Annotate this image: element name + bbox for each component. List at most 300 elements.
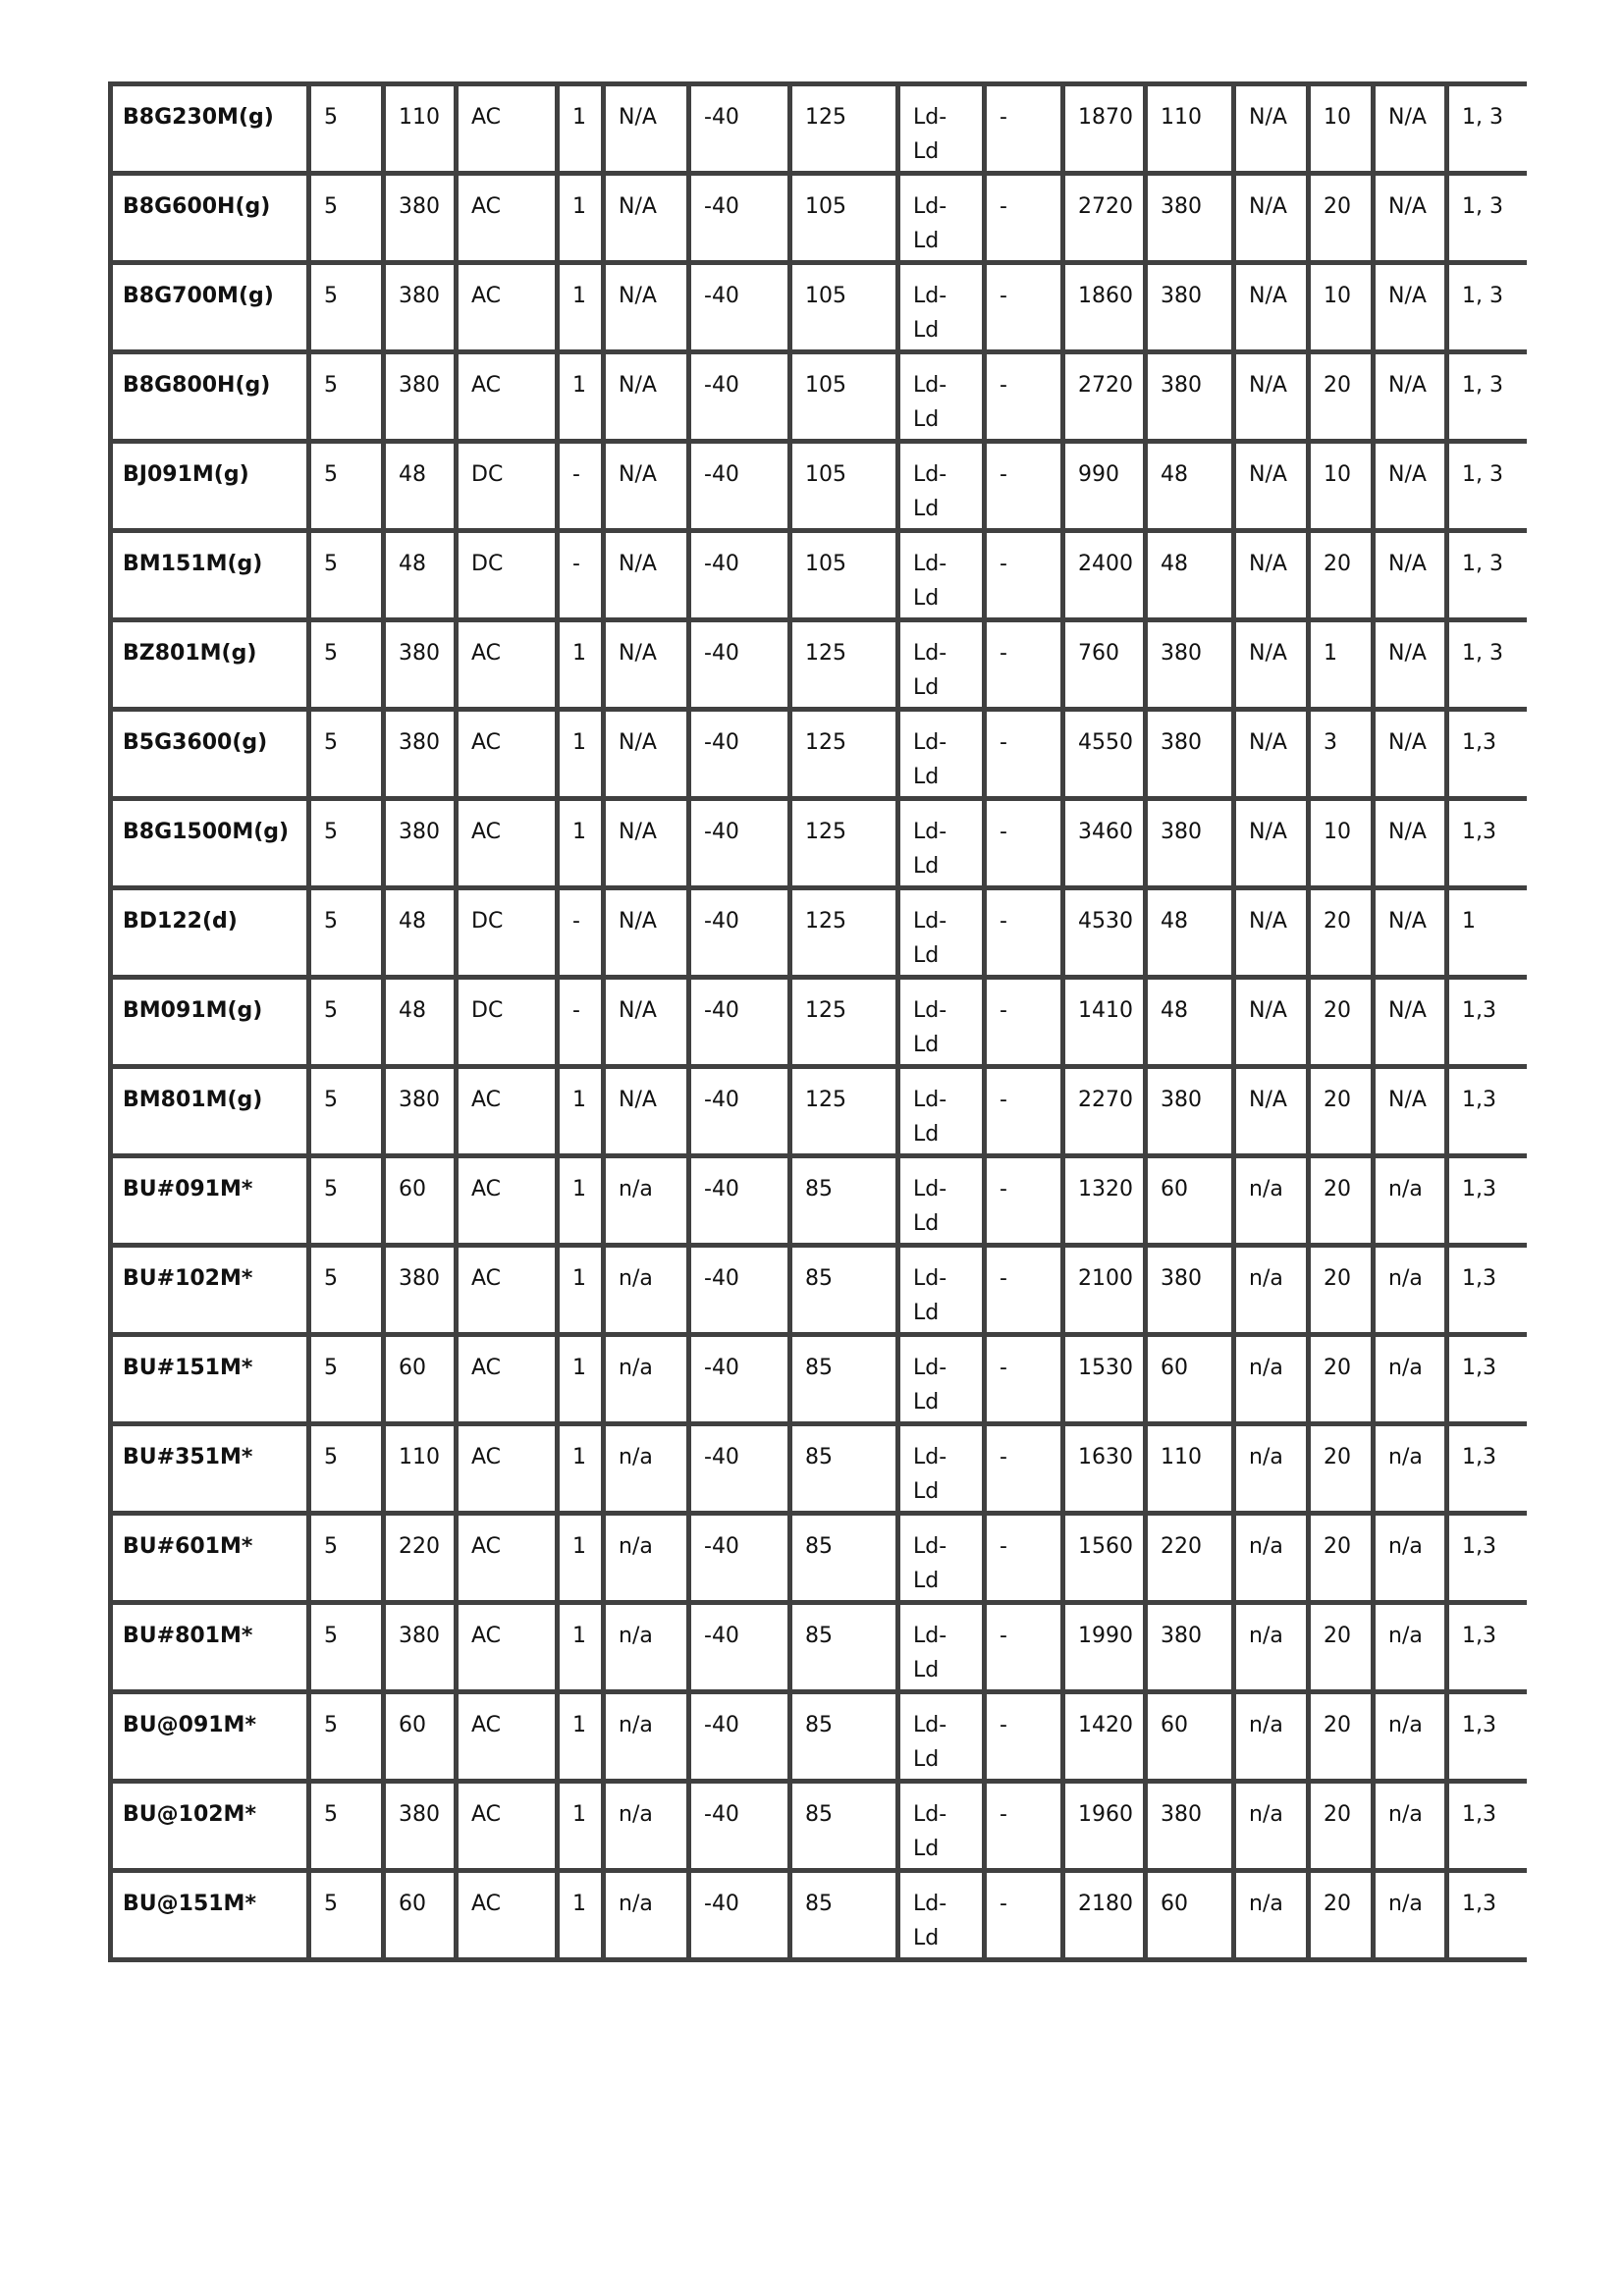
table-cell: Ld- Ld <box>898 620 985 710</box>
table-cell: 1,3 <box>1447 1603 1527 1692</box>
table-cell: 1,3 <box>1447 1067 1527 1156</box>
table-cell: n/a <box>604 1603 689 1692</box>
table-cell: 1 <box>558 1603 604 1692</box>
part-number-cell: BU#151M* <box>111 1335 309 1424</box>
table-cell: 10 <box>1309 84 1374 174</box>
table-cell: N/A <box>1374 710 1447 799</box>
table-cell: 110 <box>1146 84 1234 174</box>
table-cell: 20 <box>1309 352 1374 442</box>
table-cell: 380 <box>384 620 457 710</box>
table-cell: N/A <box>1374 978 1447 1067</box>
table-cell: 380 <box>1146 620 1234 710</box>
table-cell: n/a <box>1234 1871 1309 1960</box>
table-row <box>111 888 1527 978</box>
table-cell: AC <box>457 1067 558 1156</box>
table-cell: 1,3 <box>1447 1782 1527 1871</box>
table-cell: 3460 <box>1063 799 1146 888</box>
table-cell: - <box>985 710 1063 799</box>
table-cell: 20 <box>1309 1156 1374 1246</box>
table-cell: 1 <box>1309 620 1374 710</box>
part-number-cell: BU@102M* <box>111 1782 309 1871</box>
table-cell: 380 <box>384 1782 457 1871</box>
table-cell: 60 <box>384 1692 457 1782</box>
table-cell: Ld- Ld <box>898 1067 985 1156</box>
table-cell: 1,3 <box>1447 978 1527 1067</box>
table-cell: AC <box>457 1156 558 1246</box>
table-cell: 1, 3 <box>1447 263 1527 352</box>
table-cell: 5 <box>309 1246 384 1335</box>
table-cell: 60 <box>1146 1335 1234 1424</box>
table-cell: Ld- Ld <box>898 1156 985 1246</box>
table-cell: -40 <box>689 531 790 620</box>
table-cell: 5 <box>309 799 384 888</box>
table-row <box>111 1246 1527 1335</box>
table-cell: 20 <box>1309 1603 1374 1692</box>
table-cell: 1530 <box>1063 1335 1146 1424</box>
table-cell: 220 <box>1146 1514 1234 1603</box>
table-cell: n/a <box>604 1335 689 1424</box>
table-cell: 2270 <box>1063 1067 1146 1156</box>
table-cell: AC <box>457 710 558 799</box>
table-cell: Ld- Ld <box>898 1335 985 1424</box>
table-cell: n/a <box>604 1246 689 1335</box>
table-cell: 2100 <box>1063 1246 1146 1335</box>
part-number-cell: B8G1500M(g) <box>111 799 309 888</box>
table-cell: 1,3 <box>1447 1424 1527 1514</box>
table-cell: 1990 <box>1063 1603 1146 1692</box>
table-cell: N/A <box>604 263 689 352</box>
table-cell: 20 <box>1309 531 1374 620</box>
table-cell: -40 <box>689 1067 790 1156</box>
table-cell: 1 <box>558 1156 604 1246</box>
table-cell: 48 <box>1146 442 1234 531</box>
table-cell: 380 <box>1146 263 1234 352</box>
table-cell: -40 <box>689 620 790 710</box>
table-cell: 48 <box>384 888 457 978</box>
part-number-cell: BM801M(g) <box>111 1067 309 1156</box>
table-row <box>111 352 1527 442</box>
table-cell: N/A <box>1374 1067 1447 1156</box>
table-row <box>111 531 1527 620</box>
table-cell: n/a <box>604 1514 689 1603</box>
table-cell: 125 <box>790 978 898 1067</box>
table-cell: - <box>985 174 1063 263</box>
part-number-cell: BU#091M* <box>111 1156 309 1246</box>
table-cell: Ld- Ld <box>898 888 985 978</box>
table-cell: n/a <box>1234 1603 1309 1692</box>
table-cell: 1 <box>558 799 604 888</box>
table-cell: 105 <box>790 531 898 620</box>
table-cell: 380 <box>384 1603 457 1692</box>
table-cell: N/A <box>1374 442 1447 531</box>
table-cell: 1, 3 <box>1447 84 1527 174</box>
table-cell: AC <box>457 352 558 442</box>
table-cell: N/A <box>1234 531 1309 620</box>
table-cell: AC <box>457 1246 558 1335</box>
table-cell: - <box>985 1871 1063 1960</box>
table-row <box>111 442 1527 531</box>
part-number-cell: B8G600H(g) <box>111 174 309 263</box>
table-row <box>111 84 1527 174</box>
table-cell: 20 <box>1309 888 1374 978</box>
table-cell: 990 <box>1063 442 1146 531</box>
table-cell: - <box>985 84 1063 174</box>
table-cell: n/a <box>1234 1424 1309 1514</box>
table-cell: AC <box>457 1871 558 1960</box>
table-cell: 4530 <box>1063 888 1146 978</box>
table-cell: 5 <box>309 1514 384 1603</box>
table-cell: n/a <box>1234 1156 1309 1246</box>
table-cell: 48 <box>1146 888 1234 978</box>
table-cell: 2720 <box>1063 174 1146 263</box>
table-cell: DC <box>457 531 558 620</box>
table-cell: AC <box>457 1603 558 1692</box>
table-cell: - <box>558 531 604 620</box>
table-cell: 1,3 <box>1447 710 1527 799</box>
table-cell: 1 <box>558 710 604 799</box>
table-cell: 48 <box>384 978 457 1067</box>
table-cell: 1, 3 <box>1447 620 1527 710</box>
table-cell: 20 <box>1309 1782 1374 1871</box>
data-table <box>108 81 1527 1962</box>
table-cell: -40 <box>689 1156 790 1246</box>
table-cell: DC <box>457 442 558 531</box>
table-cell: 1560 <box>1063 1514 1146 1603</box>
table-cell: - <box>985 1067 1063 1156</box>
table-cell: 60 <box>384 1871 457 1960</box>
table-cell: 48 <box>384 531 457 620</box>
table-cell: 1 <box>558 1514 604 1603</box>
part-number-cell: BZ801M(g) <box>111 620 309 710</box>
table-cell: 85 <box>790 1156 898 1246</box>
table-cell: 1320 <box>1063 1156 1146 1246</box>
table-cell: N/A <box>604 978 689 1067</box>
table-cell: -40 <box>689 352 790 442</box>
table-row <box>111 1156 1527 1246</box>
table-cell: 1,3 <box>1447 1335 1527 1424</box>
table-cell: 60 <box>1146 1156 1234 1246</box>
table-cell: 2180 <box>1063 1871 1146 1960</box>
table-cell: - <box>985 263 1063 352</box>
table-cell: DC <box>457 888 558 978</box>
table-cell: N/A <box>604 84 689 174</box>
table-cell: n/a <box>1374 1335 1447 1424</box>
table-cell: Ld- Ld <box>898 1424 985 1514</box>
table-cell: -40 <box>689 1514 790 1603</box>
table-cell: 380 <box>384 174 457 263</box>
table-cell: 380 <box>384 799 457 888</box>
table-cell: - <box>985 442 1063 531</box>
table-cell: 380 <box>384 1246 457 1335</box>
part-number-cell: BU#601M* <box>111 1514 309 1603</box>
table-cell: 1 <box>558 352 604 442</box>
table-cell: 125 <box>790 710 898 799</box>
table-cell: - <box>558 888 604 978</box>
part-number-cell: B8G800H(g) <box>111 352 309 442</box>
table-row <box>111 1782 1527 1871</box>
table-cell: 1 <box>1447 888 1527 978</box>
table-cell: 85 <box>790 1692 898 1782</box>
table-cell: N/A <box>1234 1067 1309 1156</box>
table-cell: 1,3 <box>1447 1246 1527 1335</box>
table-row <box>111 1692 1527 1782</box>
table-cell: 1 <box>558 174 604 263</box>
table-cell: N/A <box>604 531 689 620</box>
table-cell: Ld- Ld <box>898 799 985 888</box>
table-cell: N/A <box>604 888 689 978</box>
table-cell: -40 <box>689 1871 790 1960</box>
table-row <box>111 174 1527 263</box>
table-cell: N/A <box>1234 620 1309 710</box>
table-cell: 1,3 <box>1447 799 1527 888</box>
table-cell: n/a <box>1234 1692 1309 1782</box>
table-cell: n/a <box>604 1692 689 1782</box>
table-cell: 125 <box>790 620 898 710</box>
table-cell: -40 <box>689 1424 790 1514</box>
table-cell: N/A <box>1374 84 1447 174</box>
table-cell: 125 <box>790 1067 898 1156</box>
table-row <box>111 978 1527 1067</box>
table-cell: 380 <box>384 263 457 352</box>
table-cell: 1 <box>558 1871 604 1960</box>
table-cell: Ld- Ld <box>898 1782 985 1871</box>
table-cell: Ld- Ld <box>898 531 985 620</box>
table-cell: n/a <box>1374 1156 1447 1246</box>
table-cell: n/a <box>1374 1782 1447 1871</box>
table-cell: Ld- Ld <box>898 710 985 799</box>
table-cell: n/a <box>1374 1603 1447 1692</box>
table-cell: 1 <box>558 1335 604 1424</box>
table-cell: N/A <box>604 352 689 442</box>
table-cell: 1 <box>558 84 604 174</box>
table-cell: N/A <box>604 799 689 888</box>
table-cell: AC <box>457 1514 558 1603</box>
table-cell: N/A <box>1374 174 1447 263</box>
part-number-cell: BU#801M* <box>111 1603 309 1692</box>
table-cell: 20 <box>1309 1246 1374 1335</box>
table-cell: 2400 <box>1063 531 1146 620</box>
table-cell: 125 <box>790 799 898 888</box>
table-cell: 2720 <box>1063 352 1146 442</box>
table-cell: n/a <box>1374 1424 1447 1514</box>
table-cell: -40 <box>689 174 790 263</box>
table-cell: -40 <box>689 1692 790 1782</box>
table-cell: N/A <box>1234 888 1309 978</box>
table-cell: 1, 3 <box>1447 442 1527 531</box>
table-cell: 1 <box>558 620 604 710</box>
table-cell: - <box>558 442 604 531</box>
table-cell: 105 <box>790 352 898 442</box>
table-row <box>111 263 1527 352</box>
table-cell: 5 <box>309 174 384 263</box>
table-cell: N/A <box>1374 888 1447 978</box>
table-cell: -40 <box>689 84 790 174</box>
table-cell: N/A <box>604 710 689 799</box>
table-cell: -40 <box>689 1246 790 1335</box>
table-cell: 1, 3 <box>1447 531 1527 620</box>
table-cell: 1 <box>558 1782 604 1871</box>
table-row <box>111 1067 1527 1156</box>
table-row <box>111 1603 1527 1692</box>
table-cell: 5 <box>309 352 384 442</box>
table-cell: N/A <box>604 442 689 531</box>
table-row <box>111 1871 1527 1960</box>
table-cell: 5 <box>309 84 384 174</box>
table-cell: Ld- Ld <box>898 1603 985 1692</box>
table-cell: 48 <box>1146 531 1234 620</box>
table-cell: 3 <box>1309 710 1374 799</box>
table-cell: 1420 <box>1063 1692 1146 1782</box>
table-cell: 20 <box>1309 174 1374 263</box>
table-cell: n/a <box>604 1871 689 1960</box>
table-cell: 4550 <box>1063 710 1146 799</box>
table-cell: 110 <box>1146 1424 1234 1514</box>
table-cell: N/A <box>1234 174 1309 263</box>
table-cell: 20 <box>1309 1871 1374 1960</box>
part-number-cell: BM091M(g) <box>111 978 309 1067</box>
table-cell: 105 <box>790 263 898 352</box>
table-cell: 85 <box>790 1335 898 1424</box>
table-cell: AC <box>457 1424 558 1514</box>
table-cell: n/a <box>1374 1692 1447 1782</box>
part-number-cell: BJ091M(g) <box>111 442 309 531</box>
table-cell: -40 <box>689 710 790 799</box>
table-cell: 1,3 <box>1447 1514 1527 1603</box>
table-cell: N/A <box>604 1067 689 1156</box>
table-cell: 380 <box>1146 1067 1234 1156</box>
table-cell: AC <box>457 1335 558 1424</box>
table-cell: N/A <box>1374 263 1447 352</box>
table-cell: 1, 3 <box>1447 174 1527 263</box>
table-cell: n/a <box>604 1782 689 1871</box>
table-cell: -40 <box>689 978 790 1067</box>
table-cell: 380 <box>384 352 457 442</box>
table-cell: 5 <box>309 1067 384 1156</box>
table-cell: 1 <box>558 1067 604 1156</box>
table-cell: - <box>985 978 1063 1067</box>
table-cell: Ld- Ld <box>898 1871 985 1960</box>
table-cell: 380 <box>1146 799 1234 888</box>
table-cell: 125 <box>790 84 898 174</box>
table-cell: 85 <box>790 1514 898 1603</box>
table-cell: 1 <box>558 263 604 352</box>
table-cell: Ld- Ld <box>898 1514 985 1603</box>
part-number-cell: BU#351M* <box>111 1424 309 1514</box>
table-cell: 20 <box>1309 1692 1374 1782</box>
table-cell: 380 <box>1146 1246 1234 1335</box>
table-cell: N/A <box>1234 263 1309 352</box>
table-cell: - <box>985 1782 1063 1871</box>
table-cell: N/A <box>604 620 689 710</box>
table-cell: N/A <box>1374 799 1447 888</box>
table-cell: Ld- Ld <box>898 1246 985 1335</box>
table-cell: 85 <box>790 1603 898 1692</box>
table-cell: 1 <box>558 1692 604 1782</box>
table-cell: 5 <box>309 1603 384 1692</box>
table-cell: 60 <box>384 1156 457 1246</box>
table-row <box>111 1424 1527 1514</box>
table-cell: - <box>985 1424 1063 1514</box>
table-cell: -40 <box>689 1782 790 1871</box>
table-cell: 380 <box>384 1067 457 1156</box>
table-row <box>111 799 1527 888</box>
table-cell: 5 <box>309 263 384 352</box>
table-cell: - <box>985 1514 1063 1603</box>
table-cell: Ld- Ld <box>898 174 985 263</box>
table-cell: Ld- Ld <box>898 978 985 1067</box>
table-cell: N/A <box>1234 978 1309 1067</box>
table-cell: DC <box>457 978 558 1067</box>
table-cell: 1,3 <box>1447 1871 1527 1960</box>
table-cell: 5 <box>309 710 384 799</box>
table-row <box>111 710 1527 799</box>
table-cell: 760 <box>1063 620 1146 710</box>
table-cell: 5 <box>309 978 384 1067</box>
table-cell: 10 <box>1309 799 1374 888</box>
table-cell: 85 <box>790 1871 898 1960</box>
table-cell: N/A <box>1234 84 1309 174</box>
part-number-cell: BD122(d) <box>111 888 309 978</box>
part-number-cell: BU@151M* <box>111 1871 309 1960</box>
table-cell: 20 <box>1309 1514 1374 1603</box>
table-cell: 380 <box>1146 1782 1234 1871</box>
table-cell: N/A <box>604 174 689 263</box>
table-cell: 5 <box>309 888 384 978</box>
table-cell: n/a <box>1374 1871 1447 1960</box>
table-cell: -40 <box>689 1335 790 1424</box>
table-cell: n/a <box>1234 1246 1309 1335</box>
table-cell: N/A <box>1374 531 1447 620</box>
table-cell: 5 <box>309 1335 384 1424</box>
table-cell: Ld- Ld <box>898 263 985 352</box>
table-cell: -40 <box>689 888 790 978</box>
table-cell: 1860 <box>1063 263 1146 352</box>
table-cell: 380 <box>384 710 457 799</box>
table-row <box>111 1335 1527 1424</box>
table-cell: 60 <box>384 1335 457 1424</box>
part-number-cell: B8G700M(g) <box>111 263 309 352</box>
table-cell: - <box>558 978 604 1067</box>
table-cell: AC <box>457 1692 558 1782</box>
table-cell: 1,3 <box>1447 1156 1527 1246</box>
table-cell: -40 <box>689 799 790 888</box>
table-cell: 85 <box>790 1246 898 1335</box>
table-cell: n/a <box>1234 1782 1309 1871</box>
part-number-cell: BU@091M* <box>111 1692 309 1782</box>
table-cell: 10 <box>1309 263 1374 352</box>
table-cell: 5 <box>309 1156 384 1246</box>
part-number-cell: B5G3600(g) <box>111 710 309 799</box>
table-cell: - <box>985 620 1063 710</box>
table-cell: -40 <box>689 442 790 531</box>
table-cell: Ld- Ld <box>898 84 985 174</box>
table-cell: N/A <box>1234 710 1309 799</box>
table-cell: N/A <box>1374 620 1447 710</box>
table-cell: 1630 <box>1063 1424 1146 1514</box>
table-cell: -40 <box>689 263 790 352</box>
table-cell: - <box>985 1335 1063 1424</box>
table-cell: - <box>985 1246 1063 1335</box>
table-cell: AC <box>457 799 558 888</box>
table-cell: 1, 3 <box>1447 352 1527 442</box>
table-cell: N/A <box>1234 799 1309 888</box>
table-cell: N/A <box>1234 352 1309 442</box>
table-cell: 1 <box>558 1246 604 1335</box>
table-cell: 48 <box>384 442 457 531</box>
table-cell: 5 <box>309 442 384 531</box>
table-cell: 380 <box>1146 710 1234 799</box>
table-cell: - <box>985 352 1063 442</box>
